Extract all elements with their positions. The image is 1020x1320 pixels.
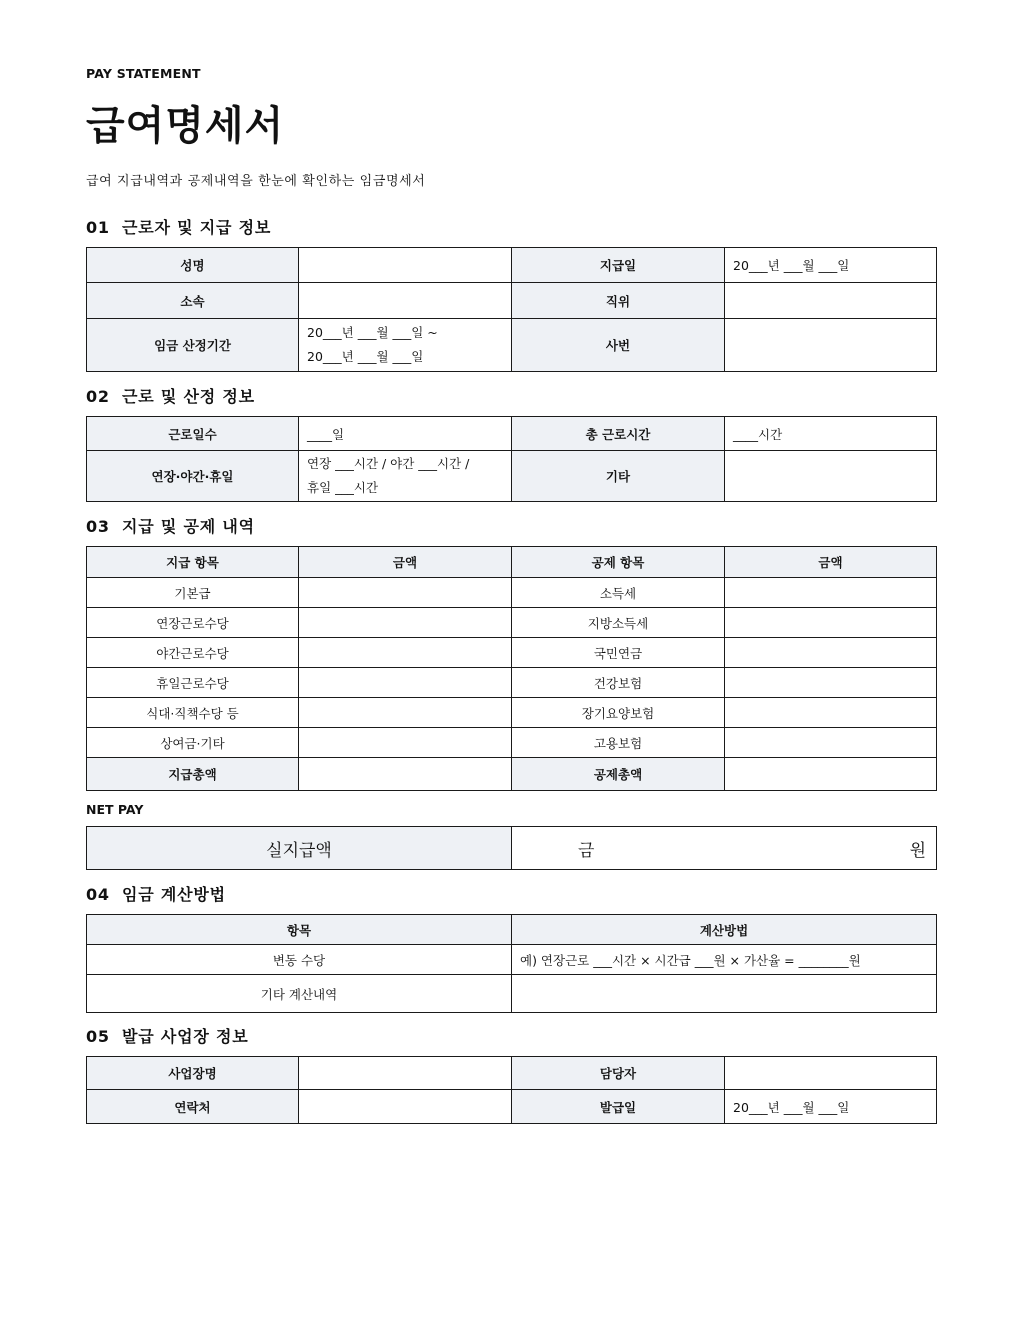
pay-amount-field[interactable] <box>299 668 512 698</box>
department-label: 소속 <box>87 283 299 319</box>
net-pay-amount <box>520 836 928 861</box>
total-deduct-field[interactable] <box>725 758 937 791</box>
total-deduct-label: 공제총액 <box>512 758 725 791</box>
manager-field[interactable] <box>725 1057 937 1090</box>
table-row <box>87 827 937 870</box>
calc-method-field[interactable] <box>512 975 937 1013</box>
workdays-field[interactable]: ____일 <box>299 417 512 451</box>
name-field[interactable] <box>299 248 512 283</box>
page-subtitle: 급여 지급내역과 공제내역을 한눈에 확인하는 임금명세서 <box>86 174 426 189</box>
col-deduct-item: 공제 항목 <box>512 547 725 578</box>
total-pay-field[interactable] <box>299 758 512 791</box>
pay-item: 상여금·기타 <box>87 728 299 758</box>
table-total-row <box>87 758 937 791</box>
table-row <box>87 975 937 1013</box>
deduct-amount-field[interactable] <box>725 728 937 758</box>
deduct-amount-field[interactable] <box>725 698 937 728</box>
total-hours-field[interactable]: ____시간 <box>725 417 937 451</box>
position-field[interactable] <box>725 283 937 319</box>
deduct-item: 장기요양보험 <box>512 698 725 728</box>
table-row <box>87 451 937 502</box>
section-heading-05 <box>86 1024 249 1047</box>
col-method: 계산방법 <box>512 915 937 945</box>
overtime-label: 연장·야간·휴일 <box>87 451 299 502</box>
pay-item: 야간근로수당 <box>87 638 299 668</box>
net-pay-label: 실지급액 <box>87 827 512 870</box>
table-row <box>87 945 937 975</box>
col-pay-amount: 금액 <box>299 547 512 578</box>
business-name-label: 사업장명 <box>87 1057 299 1090</box>
table-row <box>87 668 937 698</box>
pay-amount-field[interactable] <box>299 698 512 728</box>
wage-period-field[interactable] <box>299 319 512 372</box>
pay-date-field[interactable]: 20___년 ___월 ___일 <box>725 248 937 283</box>
calc-item: 기타 계산내역 <box>87 975 512 1013</box>
deduct-amount-field[interactable] <box>725 608 937 638</box>
deduct-amount-field[interactable] <box>725 578 937 608</box>
page-title: 급여명세서 <box>86 103 285 149</box>
section-number: 05 <box>86 1027 110 1046</box>
workdays-label: 근로일수 <box>87 417 299 451</box>
worker-info-table <box>86 247 937 372</box>
pay-item: 휴일근로수당 <box>87 668 299 698</box>
table-row <box>87 608 937 638</box>
calculation-table <box>86 914 937 1013</box>
table-header-row <box>87 547 937 578</box>
etc-label: 기타 <box>512 451 725 502</box>
pay-amount-field[interactable] <box>299 638 512 668</box>
section-heading-04 <box>86 882 226 905</box>
table-header-row <box>87 915 937 945</box>
total-pay-label: 지급총액 <box>87 758 299 791</box>
deduct-item: 국민연금 <box>512 638 725 668</box>
wage-period-end: 20___년 ___월 ___일 <box>307 349 424 364</box>
table-row <box>87 283 937 319</box>
section-title: 근로 및 산정 정보 <box>122 387 255 406</box>
section-heading-01 <box>86 215 271 238</box>
section-heading-03 <box>86 514 255 537</box>
total-hours-label: 총 근로시간 <box>512 417 725 451</box>
section-number: 01 <box>86 218 110 237</box>
deduct-item: 건강보험 <box>512 668 725 698</box>
business-name-field[interactable] <box>299 1057 512 1090</box>
pay-amount-field[interactable] <box>299 728 512 758</box>
table-row <box>87 578 937 608</box>
section-heading-02 <box>86 384 255 407</box>
section-number: 03 <box>86 517 110 536</box>
pay-item: 기본급 <box>87 578 299 608</box>
contact-field[interactable] <box>299 1090 512 1124</box>
position-label: 직위 <box>512 283 725 319</box>
section-number: 02 <box>86 387 110 406</box>
issuer-info-table <box>86 1056 937 1124</box>
table-row <box>87 417 937 451</box>
section-title: 지급 및 공제 내역 <box>122 517 255 536</box>
table-row <box>87 1057 937 1090</box>
table-row <box>87 638 937 668</box>
section-title: 발급 사업장 정보 <box>122 1027 249 1046</box>
issue-date-field[interactable]: 20___년 ___월 ___일 <box>725 1090 937 1124</box>
employee-id-field[interactable] <box>725 319 937 372</box>
wage-period-start: 20___년 ___월 ___일 ~ <box>307 325 438 340</box>
work-info-table <box>86 416 937 502</box>
deduct-item: 지방소득세 <box>512 608 725 638</box>
section-title: 근로자 및 지급 정보 <box>122 218 272 237</box>
net-pay-table <box>86 826 937 870</box>
pay-date-label: 지급일 <box>512 248 725 283</box>
table-row <box>87 1090 937 1124</box>
overtime-field[interactable] <box>299 451 512 502</box>
section-title: 임금 계산방법 <box>122 885 226 904</box>
manager-label: 담당자 <box>512 1057 725 1090</box>
table-row <box>87 728 937 758</box>
kicker: PAY STATEMENT <box>86 66 201 81</box>
net-pay-prefix: 금 <box>578 840 595 861</box>
wage-period-label: 임금 산정기간 <box>87 319 299 372</box>
deduct-item: 소득세 <box>512 578 725 608</box>
calc-method-field[interactable]: 예) 연장근로 ___시간 × 시간급 ___원 × 가산율 = ________원 <box>512 945 937 975</box>
section-number: 04 <box>86 885 110 904</box>
department-field[interactable] <box>299 283 512 319</box>
net-pay-field[interactable] <box>512 827 937 870</box>
deduct-amount-field[interactable] <box>725 638 937 668</box>
col-pay-item: 지급 항목 <box>87 547 299 578</box>
net-pay-suffix: 원 <box>909 840 926 861</box>
contact-label: 연락처 <box>87 1090 299 1124</box>
table-row <box>87 698 937 728</box>
pay-amount-field[interactable] <box>299 578 512 608</box>
deduct-item: 고용보험 <box>512 728 725 758</box>
pay-item: 연장근로수당 <box>87 608 299 638</box>
table-row <box>87 319 937 372</box>
overtime-line2: 휴일 ___시간 <box>307 480 379 495</box>
net-pay-kicker: NET PAY <box>86 802 144 817</box>
name-label: 성명 <box>87 248 299 283</box>
employee-id-label: 사번 <box>512 319 725 372</box>
col-item: 항목 <box>87 915 512 945</box>
pay-item: 식대·직책수당 등 <box>87 698 299 728</box>
pay-deduction-table <box>86 546 937 791</box>
deduct-amount-field[interactable] <box>725 668 937 698</box>
pay-amount-field[interactable] <box>299 608 512 638</box>
calc-item: 변동 수당 <box>87 945 512 975</box>
table-row <box>87 248 937 283</box>
col-deduct-amount: 금액 <box>725 547 937 578</box>
etc-field[interactable] <box>725 451 937 502</box>
issue-date-label: 발급일 <box>512 1090 725 1124</box>
overtime-line1: 연장 ___시간 / 야간 ___시간 / <box>307 456 470 471</box>
